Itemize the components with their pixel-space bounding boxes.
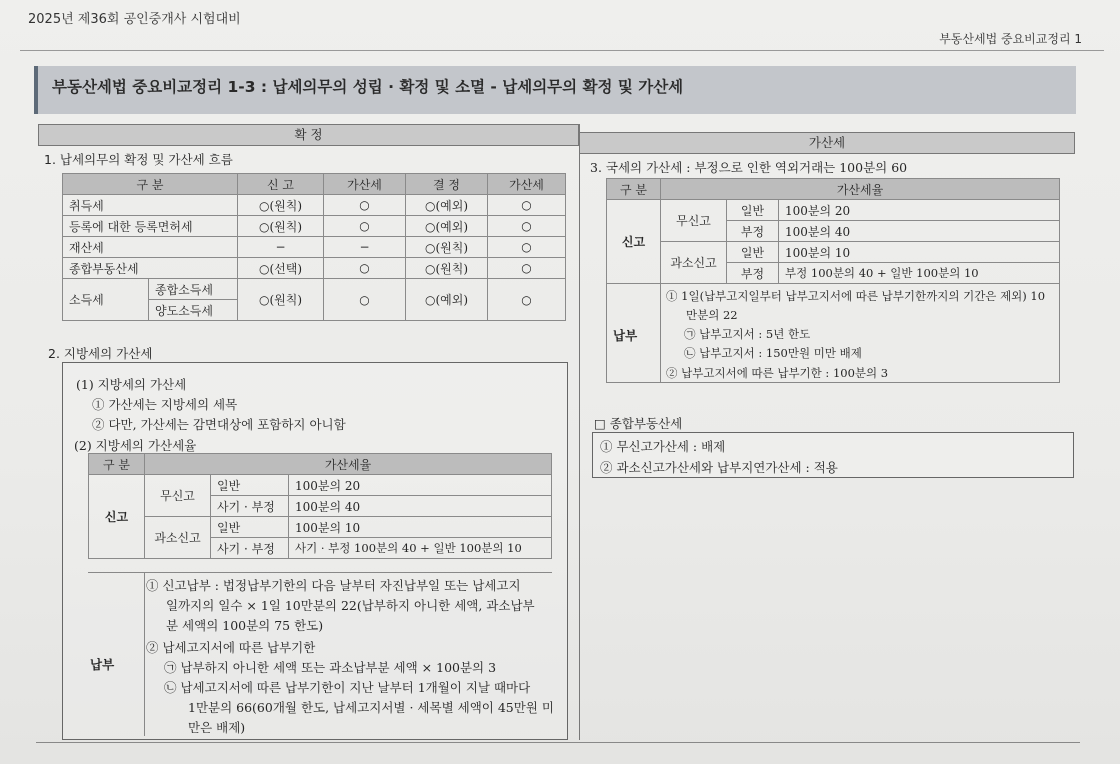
row-sublabel: 무신고 [661,200,727,242]
row-label: 종합부동산세 [63,258,238,279]
table-row [607,242,1060,263]
table-header: 구 분 [89,454,145,475]
section-3-title: 3. 국세의 가산세 : 부정으로 인한 역외거래는 100분의 60 [590,160,908,175]
table-header: 가산세율 [145,454,552,475]
pay-label: 납부 [90,657,115,672]
subsection-title: (2) 지방세의 가산세율 [74,438,197,453]
table-cell: ○(예외) [406,216,488,237]
row-sublabel: 과소신고 [661,242,727,284]
table-row [63,279,566,300]
table-cell: ○(예외) [406,195,488,216]
text-line: 1만분의 66(60개월 한도, 납세고지서별 · 세목별 세액이 45만원 미 [188,700,554,715]
text-line: ① 신고납부 : 법정납부기한의 다음 날부터 자진납부일 또는 납세고지 [146,578,521,593]
table-header: 가산세 [488,174,566,195]
table-header: 가산세 [324,174,406,195]
text-line: ② 납부고지서에 따른 납부기한 : 100분의 3 [666,366,889,380]
text-line: ② 과소신고가산세와 납부지연가산세 : 적용 [600,460,838,475]
national-tax-rate-table [606,178,1060,284]
row-sublabel: 무신고 [145,475,211,517]
local-tax-rate-table [88,453,552,559]
table-cell: ○ [324,258,406,279]
table-cell: ○ [488,237,566,258]
table-cell: ○ [488,279,566,321]
table-cell: 부정 100분의 40 + 일반 100분의 10 [779,263,1060,284]
text-line: ㉠ 납부하지 아니한 세액 또는 과소납부분 세액 × 100분의 3 [164,660,497,675]
divider [144,572,145,736]
text-line: ① 1일(납부고지일부터 납부고지서에 따른 납부기한까지의 기간은 제외) 10 [666,289,1046,303]
right-column-head: 가산세 [579,132,1075,154]
table-row [89,475,552,496]
table-header: 구 분 [63,174,238,195]
table-cell: 100분의 20 [779,200,1060,221]
row-label: 재산세 [63,237,238,258]
table-row [89,517,552,538]
table-cell: 100분의 40 [289,496,552,517]
tax-flow-table [62,173,566,321]
subsection-title: (1) 지방세의 가산세 [76,377,187,392]
row-sublabel: 종합소득세 [149,279,238,300]
table-row [607,200,1060,221]
row-label: 등록에 대한 등록면허세 [63,216,238,237]
table-cell: ○(선택) [238,258,324,279]
row-sublabel: 부정 [727,221,779,242]
text-line: 만분의 22 [686,308,738,322]
table-cell: ○(원칙) [238,195,324,216]
row-sublabel: 과소신고 [145,517,211,559]
text-line: ㉡ 납세고지서에 따른 납부기한이 지난 날부터 1개월이 지날 때마다 [164,680,531,695]
table-cell: ○(예외) [406,279,488,321]
table-header: 결 정 [406,174,488,195]
row-sublabel: 양도소득세 [149,300,238,321]
column-divider [579,124,580,740]
left-column-head: 확 정 [38,124,579,146]
table-cell: ○(원칙) [238,216,324,237]
divider [88,572,552,573]
row-sublabel: 부정 [727,263,779,284]
header-divider [20,50,1104,51]
row-sublabel: 일반 [727,200,779,221]
row-label: 신고 [89,475,145,559]
table-header: 구 분 [607,179,661,200]
cpt-title: □ 종합부동산세 [594,416,683,431]
exam-header: 2025년 제36회 공인중개사 시험대비 [28,12,241,27]
text-line: ② 다만, 가산세는 감면대상에 포함하지 아니함 [92,417,346,432]
table-cell: ○ [324,279,406,321]
text-line: ① 무신고가산세 : 배제 [600,439,726,454]
table-row [63,195,566,216]
table-row [63,237,566,258]
table-header: 신 고 [238,174,324,195]
table-cell: ○ [324,216,406,237]
table-cell: − [324,237,406,258]
row-label: 취득세 [63,195,238,216]
table-cell: ○ [488,195,566,216]
row-sublabel: 일반 [211,517,289,538]
text-line: 일까지의 일수 × 1일 10만분의 22(납부하지 아니한 세액, 과소납부 [166,598,535,613]
table-cell: 100분의 20 [289,475,552,496]
text-line: ㉡ 납부고지서 : 150만원 미만 배제 [684,346,862,360]
page-title: 부동산세법 중요비교정리 1-3 : 납세의무의 성립 · 확정 및 소멸 - 납세의무의 확정 및 가산세 [34,66,1076,114]
table-row [63,258,566,279]
table-cell: ○(원칙) [406,237,488,258]
bottom-rule [36,742,1080,743]
row-sublabel: 일반 [211,475,289,496]
table-cell: 100분의 10 [779,242,1060,263]
table-row [63,216,566,237]
pay-label: 납부 [613,328,638,343]
table-cell: ○(원칙) [406,258,488,279]
text-line: ① 가산세는 지방세의 세목 [92,397,238,412]
table-cell: ○(원칙) [238,279,324,321]
table-header: 가산세율 [661,179,1060,200]
table-cell: ○ [488,216,566,237]
text-line: ㉠ 납부고지서 : 5년 한도 [684,327,811,341]
section-1-title: 1. 납세의무의 확정 및 가산세 흐름 [44,152,233,167]
row-sublabel: 일반 [727,242,779,263]
divider [660,283,661,383]
table-cell: ○ [324,195,406,216]
row-label: 신고 [607,200,661,284]
row-sublabel: 사기 · 부정 [211,496,289,517]
text-line: 분 세액의 100분의 75 한도) [166,618,324,633]
text-line: ② 납세고지서에 따른 납부기한 [146,640,316,655]
table-cell: 100분의 40 [779,221,1060,242]
page-label: 부동산세법 중요비교정리 1 [939,32,1082,46]
table-cell: ○ [488,258,566,279]
row-sublabel: 사기 · 부정 [211,538,289,559]
section-2-title: 2. 지방세의 가산세 [48,346,153,361]
table-cell: 100분의 10 [289,517,552,538]
row-label: 소득세 [63,279,149,321]
text-line: 만은 배제) [188,720,246,735]
table-cell: − [238,237,324,258]
table-cell: 사기 · 부정 100분의 40 + 일반 100분의 10 [289,538,552,559]
